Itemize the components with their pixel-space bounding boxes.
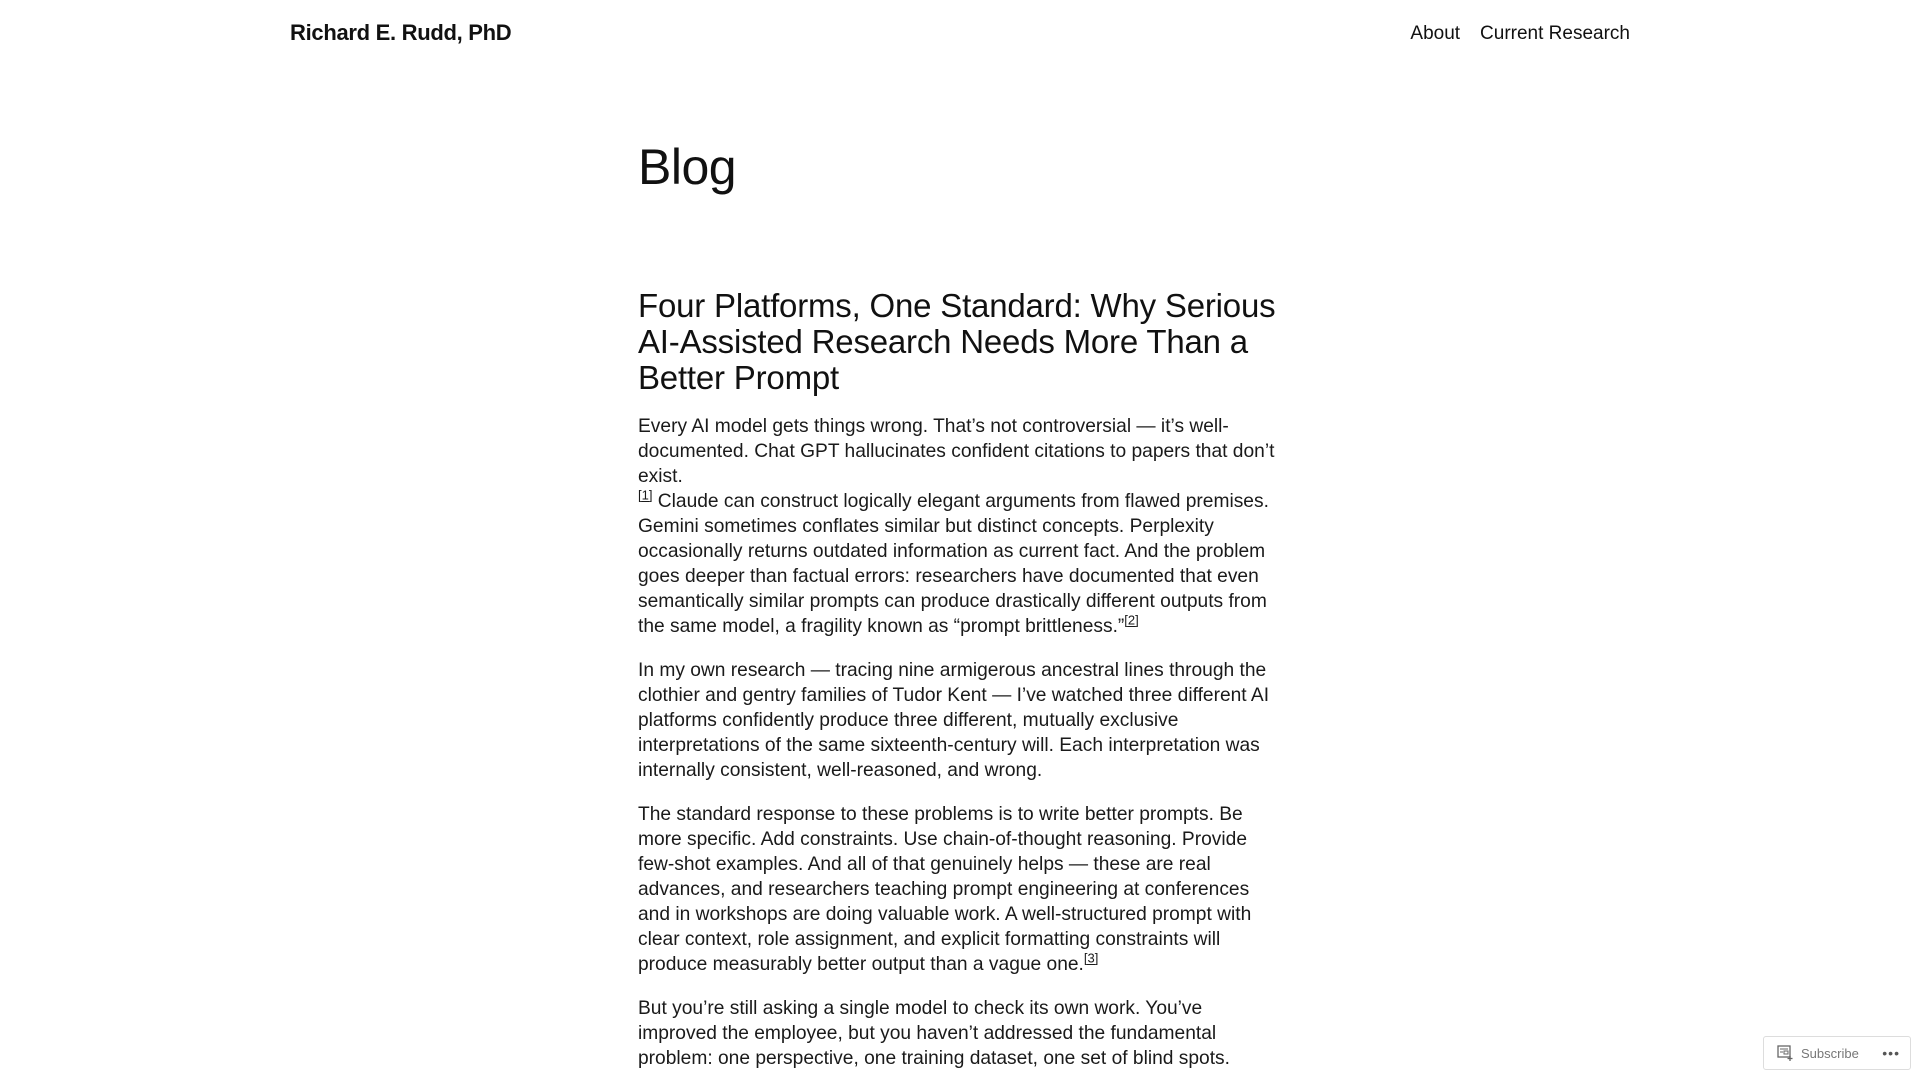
subscribe-button[interactable] (1777, 1045, 1859, 1061)
footnote-link-3[interactable]: [3] (1083, 950, 1099, 966)
post-title[interactable]: Four Platforms, One Standard: Why Serious AI-Assisted Research Needs More Than a Better Prompt (638, 287, 1276, 396)
post-paragraph: Every AI model gets things wrong. That’s not controversial — it’s well-documented. Chat GPT hallucinates confident citations to papers that don’t exist. [1] Claude can construct logically elegant arguments from flawed premises. Gemini sometimes conflates similar but distinct concepts. Perplexity occasionally returns outdated information as current fact. And the problem goes deeper than factual errors: researchers have documented that even semantically similar prompts can produce drastically different outputs from the same model, a fragility known as “prompt brittleness.”[2] (638, 416, 1275, 637)
site-title[interactable]: Richard E. Rudd, PhD (290, 20, 512, 45)
post-paragraph: The standard response to these problems is to write better prompts. Be more specific. Add constraints. Use chain-of-thought reasoning. Provide few-shot examples. And all of that genuinely helps — these are real advances, and researchers teaching prompt engineering at conferences and in workshops are doing valuable work. A well-structured prompt with clear context, role assignment, and explicit formatting constraints will produce measurably better output than a vague one.[3] (638, 804, 1252, 975)
subscribe-label: Subscribe (1801, 1045, 1859, 1061)
post-paragraph: But you’re still asking a single model to check its own work. You’ve improved the employee, but you haven’t addressed the fundamental problem: one perspective, one training dataset, one set of blind spots. (638, 998, 1230, 1069)
footnote-link-1[interactable]: [1] (638, 487, 653, 503)
reader-subscribe-icon (1777, 1045, 1793, 1061)
nav-current-research[interactable]: Current Research (1480, 23, 1630, 44)
subscribe-bar (1763, 1036, 1911, 1070)
primary-nav (1410, 23, 1630, 45)
main-content (638, 135, 1286, 1090)
nav-about[interactable]: About (1410, 23, 1461, 44)
page-title: Blog (638, 139, 737, 195)
footnote-link-2[interactable]: [2] (1124, 612, 1139, 628)
more-options-icon[interactable]: ••• (1882, 1045, 1900, 1061)
post-paragraph: In my own research — tracing nine armigerous ancestral lines through the clothier and gentry families of Tudor Kent — I’ve watched three different AI platforms confidently produce three different, mutually exclusive interpretations of the same sixteenth-century will. Each interpretation was internally consistent, well-reasoned, and wrong. (638, 660, 1270, 781)
